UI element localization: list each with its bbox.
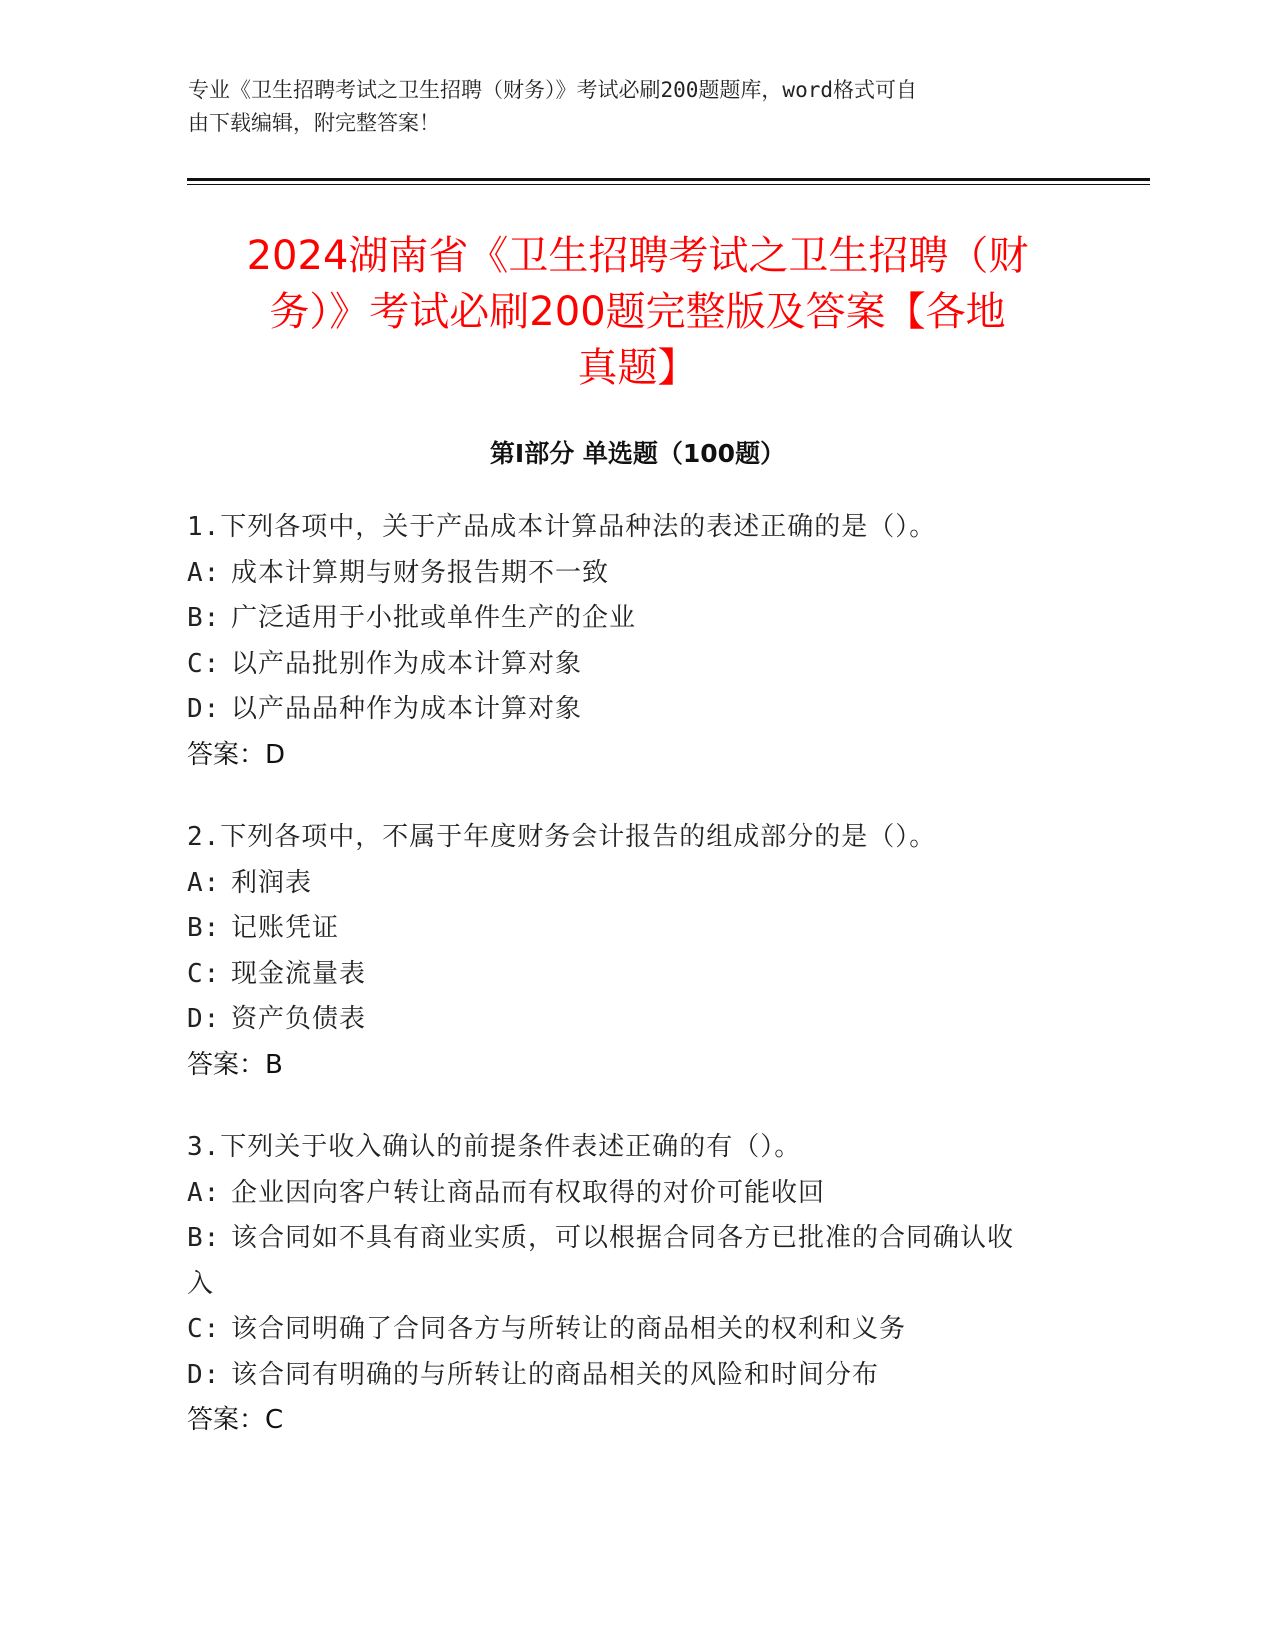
option-text: 企业因向客户转让商品而有权取得的对价可能收回 (231, 1177, 826, 1208)
option-letter: B: (187, 1223, 221, 1253)
option-d (187, 687, 1087, 733)
option-text: 以产品批别作为成本计算对象 (231, 648, 583, 679)
document-title (180, 228, 1095, 396)
option-c (187, 1307, 1087, 1353)
answer-line: 答案：C (187, 1405, 284, 1435)
question-3 (187, 1125, 1087, 1444)
option-b (187, 1216, 1087, 1262)
option-c (187, 642, 1087, 688)
option-letter: C: (187, 1314, 221, 1344)
option-a (187, 861, 1087, 907)
option-letter: C: (187, 648, 221, 679)
header-note-line-1: 专业《卫生招聘考试之卫生招聘（财务）》考试必刷200题题库，word格式可自 (188, 78, 917, 102)
answer-line: 答案：B (187, 1049, 283, 1080)
question-1 (187, 505, 1087, 778)
option-letter: D: (187, 1359, 221, 1390)
option-a (187, 1171, 1087, 1217)
option-text: 资产负债表 (231, 1004, 367, 1034)
option-letter: D: (187, 1004, 221, 1034)
title-line-3: 真题】 (577, 345, 698, 391)
header-rule-thin (187, 184, 1150, 185)
question-stem: 3.下列关于收入确认的前提条件表述正确的有（）。 (187, 1132, 802, 1162)
option-letter: B: (187, 913, 221, 943)
section-title: 第Ⅰ部分 单选题（100题） (489, 439, 786, 468)
option-d (187, 997, 1087, 1043)
title-line-1: 2024湖南省《卫生招聘考试之卫生招聘（财 (246, 233, 1029, 279)
answer-line: 答案：D (187, 739, 286, 770)
option-text: 广泛适用于小批或单件生产的企业 (231, 603, 637, 633)
option-text: 该合同如不具有商业实质，可以根据合同各方已批准的合同确认收 (231, 1223, 1015, 1253)
option-letter: D: (187, 694, 221, 724)
title-line-2: 务）》考试必刷200题完整版及答案【各地 (269, 289, 1006, 335)
question-stem: 2.下列各项中，不属于年度财务会计报告的组成部分的是（）。 (187, 822, 937, 852)
question-2 (187, 815, 1087, 1088)
option-text: 以产品品种作为成本计算对象 (231, 694, 583, 724)
option-text: 成本计算期与财务报告期不一致 (231, 557, 610, 588)
option-b-continuation: 入 (187, 1268, 215, 1299)
header-note-line-2: 由下载编辑，附完整答案！ (188, 111, 440, 135)
option-letter: C: (187, 958, 221, 989)
header-rule-thick (187, 178, 1150, 181)
option-d (187, 1353, 1087, 1399)
option-letter: A: (187, 867, 221, 898)
option-text: 现金流量表 (231, 958, 367, 989)
option-text: 利润表 (231, 867, 313, 898)
option-c (187, 952, 1087, 998)
option-a (187, 551, 1087, 597)
option-letter: B: (187, 603, 221, 633)
option-letter: A: (187, 1177, 221, 1208)
header-note (188, 74, 1088, 140)
option-text: 该合同有明确的与所转让的商品相关的风险和时间分布 (231, 1359, 880, 1390)
option-text: 记账凭证 (231, 913, 340, 943)
option-letter: A: (187, 557, 221, 588)
option-text: 该合同明确了合同各方与所转让的商品相关的权利和义务 (231, 1314, 907, 1344)
option-b (187, 596, 1087, 642)
question-stem: 1.下列各项中，关于产品成本计算品种法的表述正确的是（）。 (187, 512, 937, 542)
option-b (187, 906, 1087, 952)
